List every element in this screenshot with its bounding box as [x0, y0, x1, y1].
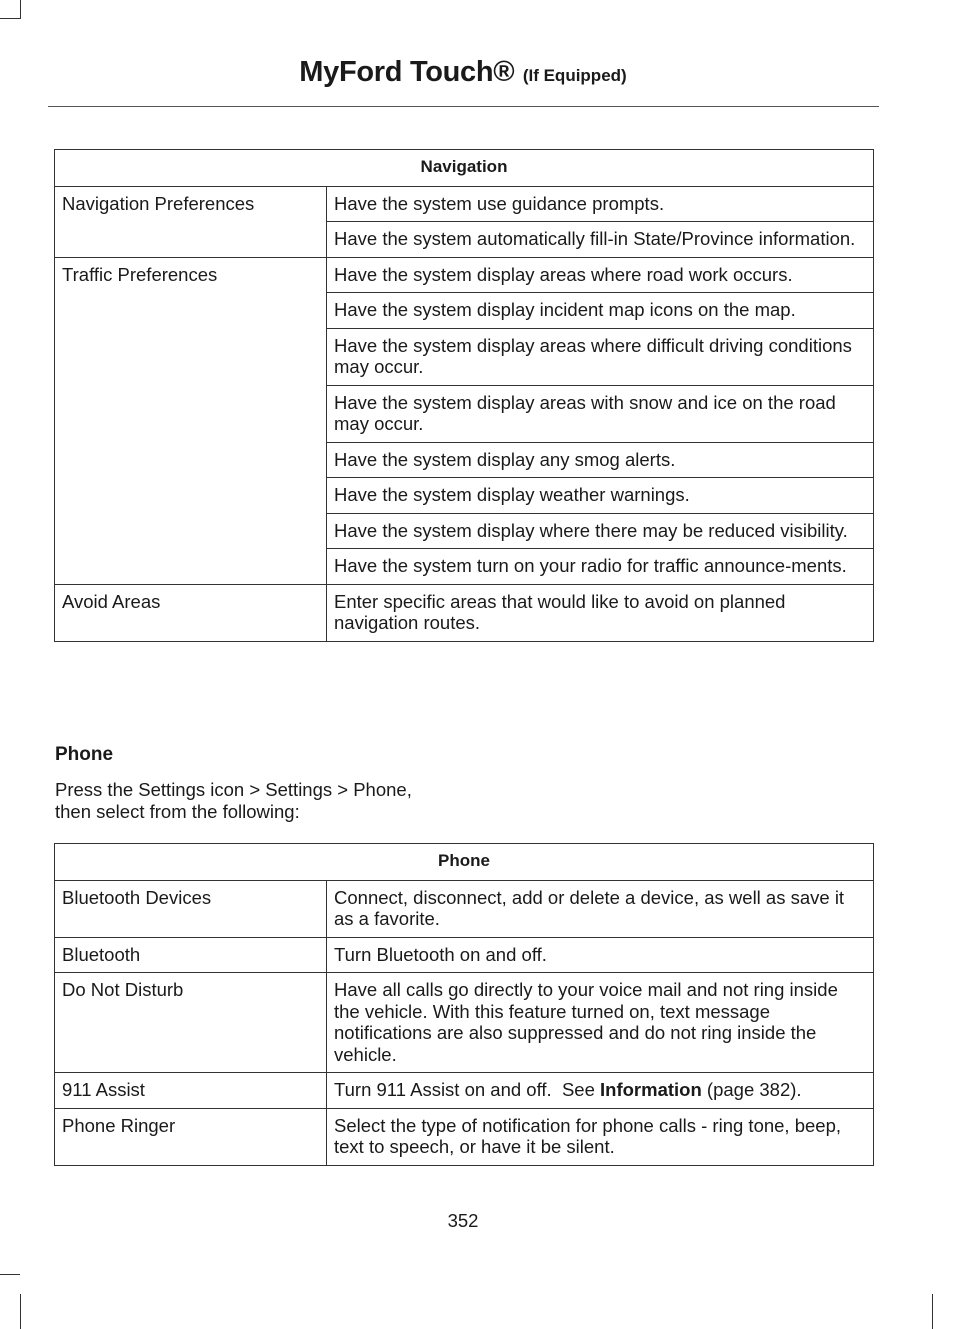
setting-description: Have the system automatically fill-in State/Province information.	[327, 222, 874, 258]
setting-label: Bluetooth	[55, 937, 327, 973]
setting-description: Have the system display where there may be reduced visibility.	[327, 513, 874, 549]
table-row	[55, 186, 874, 222]
setting-description: Have the system display areas where difficult driving conditions may occur.	[327, 328, 874, 385]
page-number: 352	[447, 1210, 479, 1231]
description-text: Turn 911 Assist on and off. See	[334, 1079, 601, 1100]
crop-mark	[0, 18, 20, 19]
setting-description	[327, 1073, 874, 1109]
setting-label: Bluetooth Devices	[55, 880, 327, 937]
section-heading: Phone	[55, 744, 114, 765]
setting-label: 911 Assist	[55, 1073, 327, 1109]
setting-label: Traffic Preferences	[55, 257, 327, 584]
phone-table-caption: Phone	[55, 844, 874, 881]
setting-description: Have the system use guidance prompts.	[327, 186, 874, 222]
cross-reference-link[interactable]: Information	[600, 1079, 702, 1100]
header-title: MyFord Touch®	[299, 56, 515, 88]
crop-mark	[20, 1294, 21, 1329]
setting-description: Have the system display weather warnings.	[327, 478, 874, 514]
setting-description: Have the system display areas with snow and ice on the road may occur.	[327, 385, 874, 442]
crop-mark	[0, 1274, 20, 1275]
intro-line: then select from the following:	[55, 801, 300, 822]
crop-mark	[20, 0, 21, 19]
setting-description: Have the system display areas where road work occurs.	[327, 257, 874, 293]
setting-label: Phone Ringer	[55, 1108, 327, 1165]
navigation-table-caption: Navigation	[55, 150, 874, 187]
table-row	[55, 1073, 874, 1109]
table-row	[55, 1108, 874, 1165]
intro-line: Press the Settings icon > Settings > Phone,	[55, 779, 412, 800]
setting-description: Select the type of notification for phone calls - ring tone, beep, text to speech, or have it be silent.	[327, 1108, 874, 1165]
setting-description: Have the system turn on your radio for traffic announce-ments.	[327, 549, 874, 585]
setting-label: Avoid Areas	[55, 584, 327, 641]
table-row	[55, 880, 874, 937]
setting-label: Do Not Disturb	[55, 973, 327, 1073]
setting-description: Have the system display any smog alerts.	[327, 442, 874, 478]
crop-mark	[932, 1294, 933, 1329]
description-text: (page 382).	[701, 1079, 802, 1100]
setting-description: Have all calls go directly to your voice mail and not ring inside the vehicle. With this feature turned on, text message notifications are also suppressed and do not ring inside the vehicle.	[327, 973, 874, 1073]
header-divider	[48, 106, 879, 107]
setting-label: Navigation Preferences	[55, 186, 327, 257]
table-row	[55, 973, 874, 1073]
page-header	[0, 56, 926, 89]
header-subtitle: (If Equipped)	[522, 66, 627, 85]
phone-table	[54, 843, 874, 1166]
setting-description: Have the system display incident map icons on the map.	[327, 293, 874, 329]
setting-description: Enter specific areas that would like to avoid on planned navigation routes.	[327, 584, 874, 641]
table-row	[55, 584, 874, 641]
table-row	[55, 257, 874, 293]
setting-description: Connect, disconnect, add or delete a device, as well as save it as a favorite.	[327, 880, 874, 937]
table-row	[55, 937, 874, 973]
navigation-table	[54, 149, 874, 642]
setting-description: Turn Bluetooth on and off.	[327, 937, 874, 973]
intro-paragraph	[55, 779, 475, 823]
